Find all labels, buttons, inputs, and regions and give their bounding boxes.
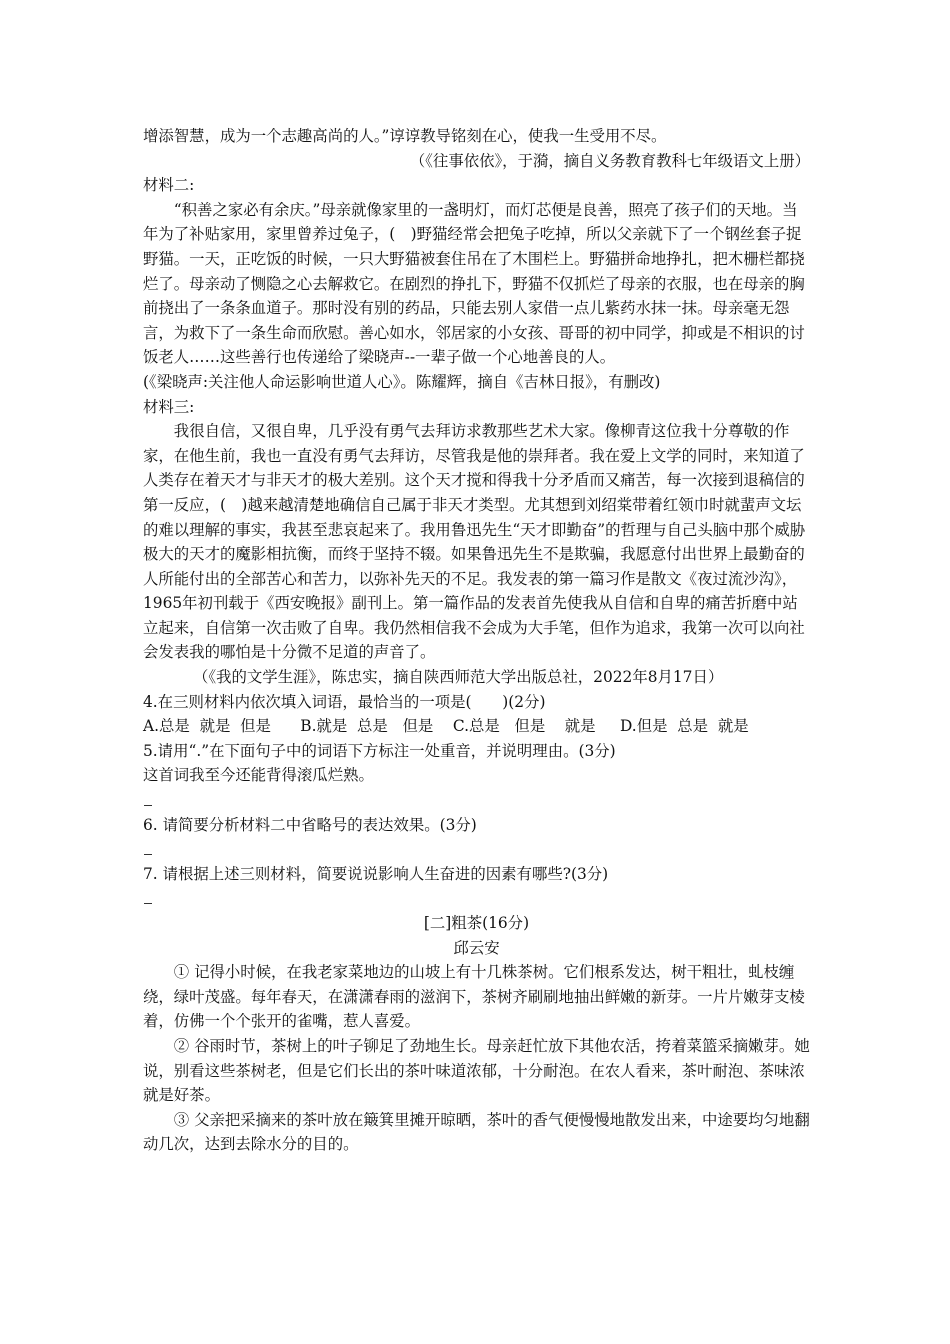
material3-body: 我很自信，又很自卑，几乎没有勇气去拜访求教那些艺术大家。像柳青这位我十分尊敬的作家，在他生前，我也一直没有勇气去拜访，尽管我是他的崇拜者。我在爱上文学的同时，来知道了人类存在着天才与非天才的极大差别。这个天才搅和得我十分矛盾而又痛苦，每一次接到退稿信的第一反应，( )越来越清楚地确信自己属于非天才类型。尤其想到刘绍棠带着红领巾时就蜚声文坛的难以理解的事实，我甚至悲哀起来了。我用鲁迅先生“天才即勤奋”的哲理与自己头脑中那个威胁极大的天才的魔影相抗衡，而终于坚持不辍。如果鲁迅先生不是欺骗，我愿意付出世界上最勤奋的人所能付出的全部苦心和苦力，以弥补先天的不足。我发表的第一篇习作是散文《夜过流沙沟》，1965年初刊载于《西安晚报》副刊上。第一篇作品的发表首先使我从自信和自卑的痛苦折磨中站立起来，自信第一次击败了自卑。我仍然相信我不会成为大手笔，但作为追求，我第一次可以向社会发表我的哪怕是十分微不足道的声音了。 <box>143 422 806 662</box>
question-4: 4.在三则材料内依次填入词语，最恰当的一项是( )(2分) <box>143 692 546 711</box>
answer-line-5[interactable] <box>143 788 810 813</box>
question-4-options: A.总是 就是 但是 B.就是 总是 但是 C.总是 但是 就是 D.但是 总是 就是 <box>143 717 749 736</box>
part2-paragraph-3: ③ 父亲把采摘来的茶叶放在簸箕里摊开晾晒，茶叶的香气便慢慢地散发出来，中途要均匀地翻动几次，达到去除水分的目的。 <box>143 1110 810 1154</box>
part2-author: 邱云安 <box>453 938 500 957</box>
material1-source: （《往事依依》，于漪，摘自义务教育教科七年级语文上册） <box>409 151 810 170</box>
answer-line-7[interactable] <box>143 886 810 911</box>
material2-label: 材料二: <box>143 176 195 195</box>
question-5-sentence: 这首词我至今还能背得滚瓜烂熟。 <box>143 766 374 785</box>
part2-paragraph-2: ② 谷雨时节，茶树上的叶子铆足了劲地生长。母亲赶忙放下其他农活，挎着菜篮采摘嫩芽。她说，别看这些茶树老，但是它们长出的茶叶味道浓郁，十分耐泡。在农人看来，茶叶耐泡、茶味浓就是好茶。 <box>143 1036 810 1105</box>
question-7: 7. 请根据上述三则材料，简要说说影响人生奋进的因素有哪些?(3分) <box>143 864 609 883</box>
material1-tail: 增添智慧，成为一个志趣高尚的人。”谆谆教导铭刻在心，使我一生受用不尽。 <box>143 127 667 145</box>
material3-label: 材料三: <box>143 397 195 416</box>
question-5: 5.请用“.”在下面句子中的词语下方标注一处重音，并说明理由。(3分) <box>143 741 616 760</box>
material2-body: “积善之家必有余庆。”母亲就像家里的一盏明灯，而灯芯便是良善，照亮了孩子们的天地。当年为了补贴家用，家里曾养过兔子，( )野猫经常会把兔子吃掉，所以父亲就下了一个钢丝套子捉野猫。一天，正吃饭的时候，一只大野猫被套住吊在了木围栏上。野猫拼命地挣扎，把木栅栏都挠烂了。母亲动了恻隐之心去解救它。在剧烈的挣扎下，野猫不仅抓烂了母亲的衣服，也在母亲的胸前挠出了一条条血道子。那时没有别的药品，只能去别人家借一点儿紫药水抹一抹。母亲毫无怨言，为救下了一条生命而欣慰。善心如水，邻居家的小女孩、哥哥的初中同学，抑或是不相识的讨饭老人……这些善行也传递给了梁晓声--一辈子做一个心地善良的人。 <box>143 200 805 367</box>
material2-source: (《梁晓声:关注他人命运影响世道人心》。陈耀辉，摘自《吉林日报》，有删改) <box>143 372 661 391</box>
part2-paragraph-1: ① 记得小时候，在我老家菜地边的山坡上有十几株茶树。它们根系发达，树干粗壮，虬枝缠绕，绿叶茂盛。每年春天，在潇潇春雨的滋润下，茶树齐刷刷地抽出鲜嫩的新芽。一片片嫩芽支棱着，仿佛一个个张开的雀嘴，惹人喜爱。 <box>143 963 805 1031</box>
part2-heading: [二]粗茶(16分) <box>423 914 530 932</box>
answer-line-6[interactable] <box>143 837 810 862</box>
material3-source: （《我的文学生涯》，陈忠实，摘自陕西师范大学出版总社，2022年8月17日） <box>193 668 724 687</box>
question-6: 6. 请简要分析材料二中省略号的表达效果。(3分) <box>143 815 477 834</box>
